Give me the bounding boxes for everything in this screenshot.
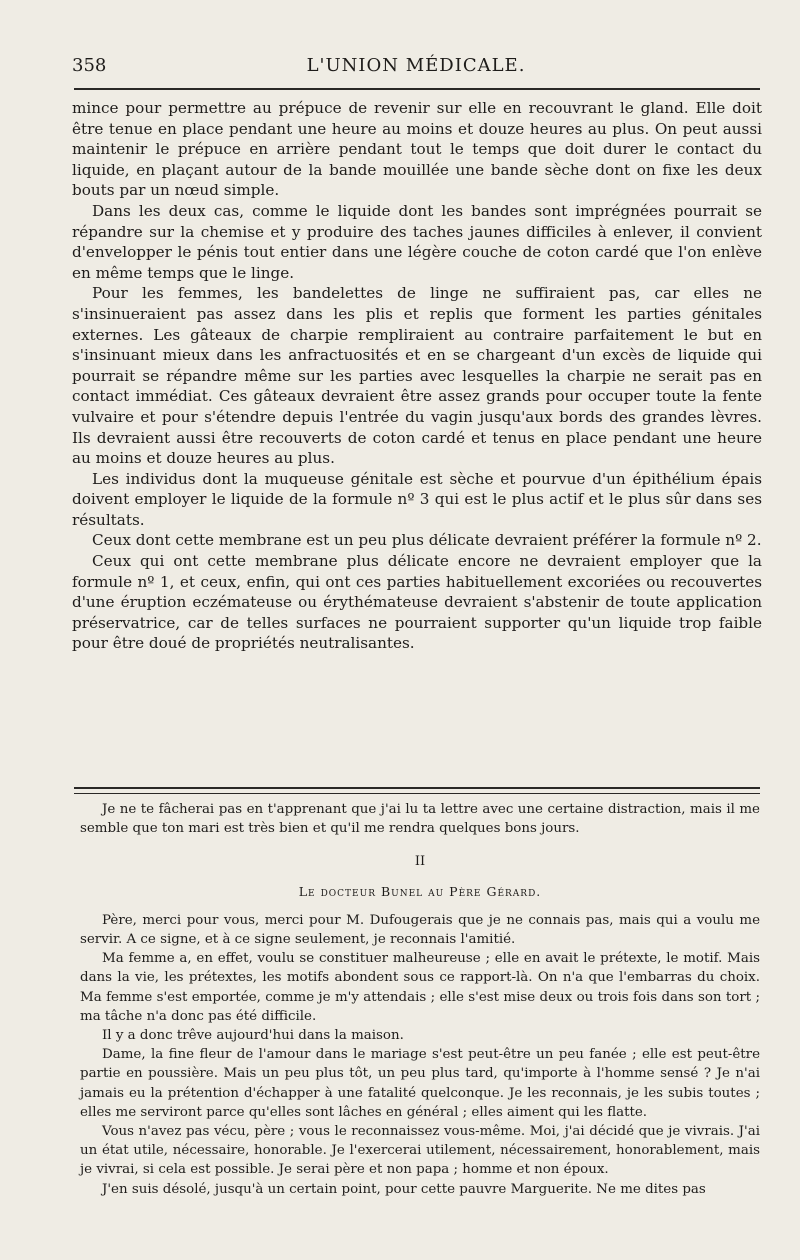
letter-title: Le docteur Bunel au Père Gérard. [298,883,542,899]
paragraph: Les individus dont la muqueuse génitale est sèche et pourvue d'un épithélium épais doivent employer le liquide de la formule nº 3 qui est le plus actif et le plus sûr dans ses résultats. [72,469,762,529]
letter-paragraph: Père, merci pour vous, merci pour M. Dufougerais que je ne connais pas, mais qui a voulu me servir. A ce signe, et à ce signe seulement, je reconnais l'amitié. [80,912,760,948]
letter-paragraph: Il y a donc trêve aujourd'hui dans la maison. [102,1028,404,1044]
feuilleton-body [80,800,760,1199]
letter-paragraph: Dame, la fine fleur de l'amour dans le mariage s'est peut-être un peu fanée ; elle est peut-être partie en poussière. Mais un peu plus tôt, un peu plus tard, qu'importe à l'homme sensé ? Je n'ai jamais eu la prétention d'échapper à une fatalité quelconque. Je les reconnais, je les subis toutes ; elles me serviront parce qu'elles sont lâches en général ; elles aiment qui les flatte. [80,1047,760,1120]
letter-paragraph: J'en suis désolé, jusqu'à un certain point, pour cette pauvre Marguerite. Ne me dites pas [102,1181,706,1197]
paragraph: Ceux dont cette membrane est un peu plus délicate devraient préférer la formule nº 2. [92,531,762,550]
paragraph: mince pour permettre au prépuce de revenir sur elle en recouvrant le gland. Elle doit être tenue en place pendant une heure au moins et douze heures au plus. On peut aussi maintenir le prépuce en arrière pendant tout le temps que doit durer le contact du liquide, en plaçant autour de la bande mouillée une bande sèche dont on fixe les deux bouts par un nœud simple. [72,99,762,200]
running-title: L'UNION MÉDICALE. [306,55,526,76]
paragraph: Ceux qui ont cette membrane plus délicate encore ne devraient employer que la formule nº 1, et ceux, enfin, qui ont ces parties habituellement excoriées ou recouvertes d'une éruption eczémateuse ou érythémateuse devraient s'abstenir de toute application préservatrice, car de telles surfaces ne pourraient supporter qu'un liquide trop faible pour être doué de propriétés neutralisantes. [72,552,762,653]
opening-paragraph: Je ne te fâcherai pas en t'apprenant que j'ai lu ta lettre avec une certaine distraction, mais il me semble que ton mari est très bien et qu'il me rendra quelques bons jours. [80,802,760,837]
article-body [72,98,762,654]
page-number: 358 [72,55,107,76]
letter-paragraph: Vous n'avez pas vécu, père ; vous le reconnaissez vous-même. Moi, j'ai décidé que je vivrais. J'ai un état utile, nécessaire, honorable. Je l'exercerai utilement, nécessairement, honorablement, mais je vivrai, si cela est possible. Je serai père et non papa ; homme et non époux. [80,1124,760,1178]
page-header [72,55,760,85]
header-rule [74,88,760,90]
paragraph: Dans les deux cas, comme le liquide dont les bandes sont imprégnées pourrait se répandre sur la chemise et y produire des taches jaunes difficiles à enlever, il convient d'envelopper le pénis tout entier dans une légère couche de coton cardé que l'on enlève en même temps que le linge. [72,201,762,282]
section-number: II [414,854,426,870]
feuilleton-divider [74,787,760,794]
paragraph: Pour les femmes, les bandelettes de linge ne suffiraient pas, car elles ne s'insinueraient pas assez dans les plis et replis que forment les parties génitales externes. Les gâteaux de charpie rempliraient au contraire parfaitement le but en s'insinuant mieux dans les anfractuosités et en se chargeant d'un excès de liquide qui pourrait se répandre même sur les parties avec lesquelles la charpie ne serait pas en contact immédiat. Ces gâteaux devraient être assez grands pour occuper toute la fente vulvaire et pour s'étendre depuis l'entrée du vagin jusqu'aux bords des grandes lèvres. Ils devraient aussi être recouverts de coton cardé et tenus en place pendant une heure au moins et douze heures au plus. [72,284,762,468]
letter-paragraph: Ma femme a, en effet, voulu se constituer malheureuse ; elle en avait le prétexte, le motif. Mais dans la vie, les prétextes, les motifs abondent sous ce rapport-là. On n'a que l'embarras du choix. Ma femme s'est emportée, comme je m'y attendais ; elle s'est mise deux ou trois fois dans son tort ; ma tâche n'a donc pas été difficile. [80,951,760,1024]
